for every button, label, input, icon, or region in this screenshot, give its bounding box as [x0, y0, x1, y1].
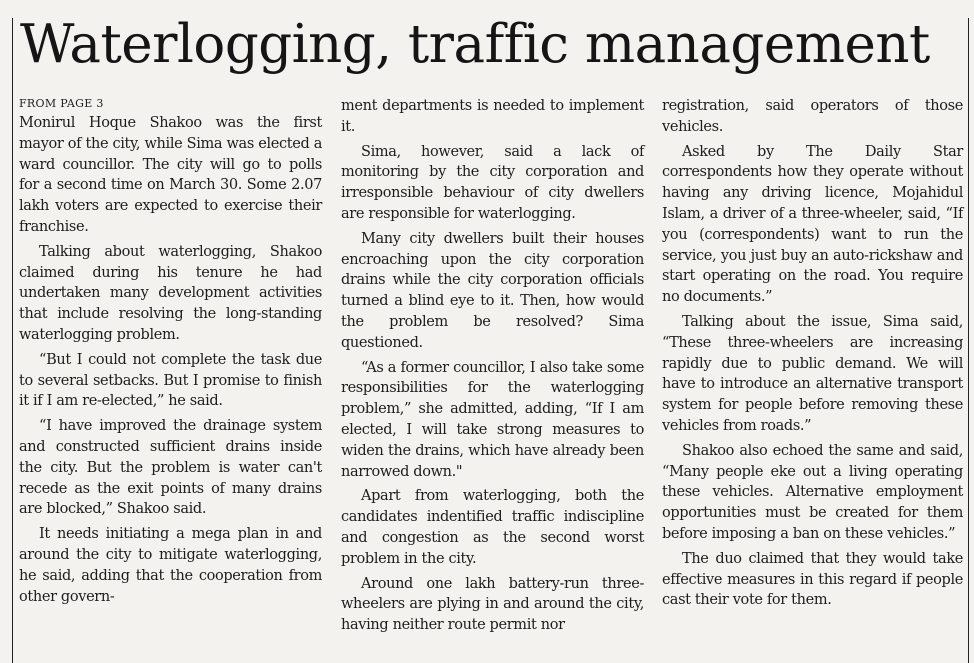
paragraph: “But I could not complete the task due to several setbacks. But I promise to finish it if I am re-elected,” he said.	[19, 351, 322, 410]
paragraph: “As a former councillor, I also take some responsibilities for the waterlogging problem,” she admitted, adding, “If I am elected, I will take strong measures to widen the drains, which have already been narrowed down."	[341, 359, 644, 480]
paragraph: Monirul Hoque Shakoo was the first mayor of the city, while Sima was elected a ward councillor. The city will go to polls for a second time on March 30. Some 2.07 lakh voters are expected to exercise their franchise.	[19, 115, 322, 235]
paragraph: Talking about the issue, Sima said, “These three-wheelers are increasing rapidly due to public demand. We will have to introduce an alternative transport system for people before removing these vehicles from roads.”	[662, 313, 963, 434]
paragraph: The duo claimed that they would take effective measures in this regard if people cast their vote for them.	[662, 550, 963, 609]
headline: Waterlogging, traffic management	[20, 14, 930, 75]
paragraph: Asked by The Daily Star correspondents how they operate without having any driving licence, Mojahidul Islam, a driver of a three-wheeler, said, “If you (correspondents) want to run the service, you just buy an auto-rickshaw and start operating on the road. You require no documents.”	[662, 143, 963, 306]
paragraph: registration, said operators of those vehicles.	[662, 98, 963, 135]
paragraph: Talking about waterlogging, Shakoo claimed during his tenure he had undertaken many development activities that include resolving the long-standing waterlogging problem.	[19, 243, 322, 343]
paragraph: “I have improved the drainage system and constructed sufficient drains inside the city. But the problem is water can't recede as the exit points of many drains are blocked,” Shakoo said.	[19, 418, 322, 518]
article-column-3	[662, 96, 963, 615]
article-column-1	[19, 96, 322, 611]
paragraph: It needs initiating a mega plan in and around the city to mitigate waterlogging, he said, adding that the cooperation from other govern-	[19, 526, 322, 605]
article-column-2	[341, 96, 644, 640]
right-column-rule	[968, 18, 969, 663]
paragraph: Many city dwellers built their houses encroaching upon the city corporation drains while the city corporation officials turned a blind eye to it. Then, how would the problem be resolved? Sima questioned.	[341, 230, 644, 351]
paragraph: ment departments is needed to implement it.	[341, 98, 644, 135]
left-column-rule	[12, 18, 13, 663]
continued-from-label: FROM PAGE 3	[19, 97, 104, 110]
paragraph: Apart from waterlogging, both the candidates indentified traffic indiscipline and congestion as the second worst problem in the city.	[341, 488, 644, 567]
paragraph: Sima, however, said a lack of monitoring by the city corporation and irresponsible behaviour of city dwellers are responsible for waterlogging.	[341, 143, 644, 222]
paragraph: Around one lakh battery-run three-wheelers are plying in and around the city, having neither route permit nor	[341, 575, 644, 634]
paragraph: Shakoo also echoed the same and said, “Many people eke out a living operating these vehicles. Alternative employment opportunities must be created for them before imposing a ban on these vehicles.”	[662, 442, 963, 542]
